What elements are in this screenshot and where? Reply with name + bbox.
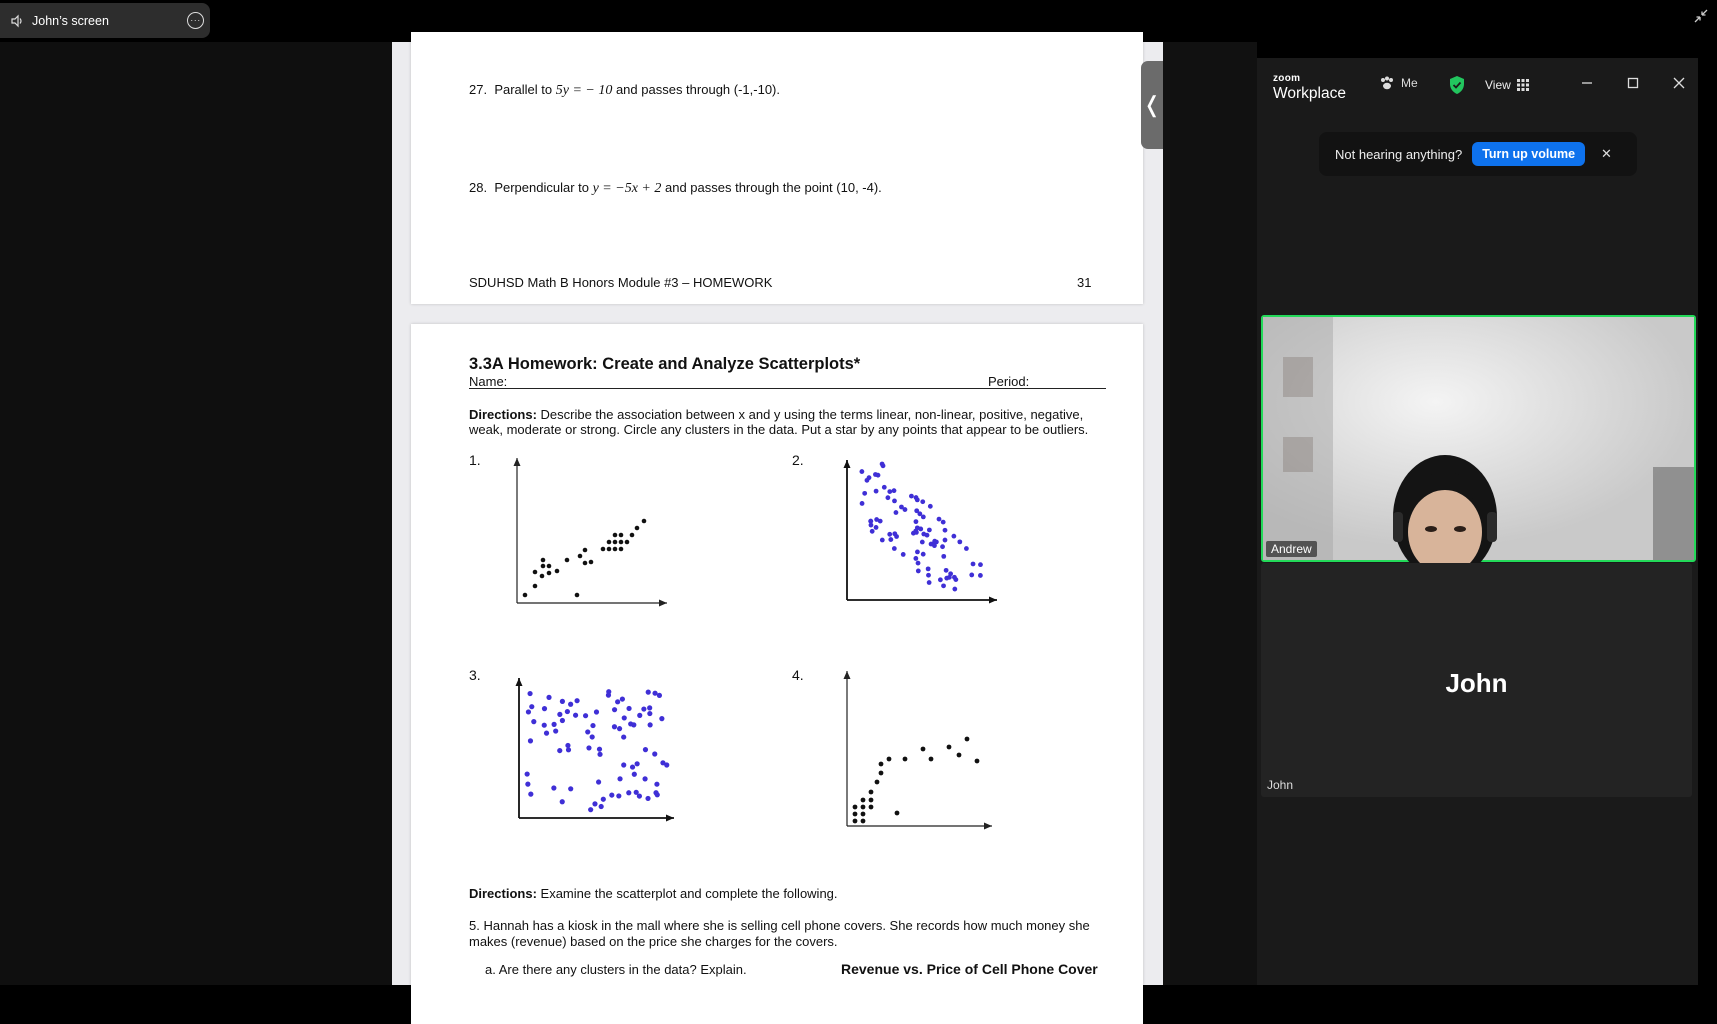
plot-dot	[529, 704, 534, 709]
plot-dot	[544, 731, 549, 736]
plot-dot	[920, 540, 925, 545]
plot-dot	[938, 577, 943, 582]
plot-dot	[528, 738, 533, 743]
plot-dot	[645, 796, 650, 801]
plot-dot	[880, 462, 885, 467]
directions-1: Directions: Describe the association between x and y using the terms linear, non-linear, positive, negative, weak, moderate or strong. Circle any clusters in the data. Put a star by any points that appear to be outliers.	[469, 407, 1089, 437]
plot-dot	[861, 812, 866, 817]
plot-dot	[914, 519, 919, 524]
plot-dot	[654, 782, 659, 787]
plot-dot	[915, 549, 920, 554]
plot-dot	[620, 696, 625, 701]
plot-dot	[969, 573, 974, 578]
close-icon[interactable]	[1670, 74, 1688, 92]
plot-dot	[853, 812, 858, 817]
plot-dot	[940, 544, 945, 549]
page-number: 31	[1077, 275, 1092, 290]
scatterplot-4	[841, 664, 1021, 832]
plot-dot	[916, 569, 921, 574]
plot-dot	[888, 537, 893, 542]
plot-dot	[589, 560, 594, 565]
shield-icon[interactable]	[1448, 75, 1466, 100]
plot-dot	[583, 561, 588, 566]
plot-dot	[626, 706, 631, 711]
document-page	[411, 324, 1143, 1024]
plot-dot	[874, 489, 879, 494]
plot-dot	[533, 584, 538, 589]
plot-dot	[655, 792, 660, 797]
plot-dot	[568, 702, 573, 707]
plot-dot	[869, 798, 874, 803]
plot-dot	[892, 531, 897, 536]
plot-dot	[528, 792, 533, 797]
plot-dot	[597, 747, 602, 752]
plot-dot	[652, 751, 657, 756]
plot-dot	[875, 780, 880, 785]
plot-dot	[914, 495, 919, 500]
plot-dot	[887, 757, 892, 762]
question-5a: a. Are there any clusters in the data? Explain.	[485, 962, 747, 977]
plot-dot	[613, 540, 618, 545]
plot-dot	[862, 491, 867, 496]
plot-dot	[894, 510, 899, 515]
scatterplot-1	[505, 451, 685, 613]
plot-arrow	[666, 815, 674, 822]
plot-dot	[523, 593, 528, 598]
plot-dot	[909, 494, 914, 499]
plot-dot	[874, 525, 879, 530]
plot-dot	[578, 554, 583, 559]
plot-dot	[941, 520, 946, 525]
plot-dot	[557, 712, 562, 717]
plot-dot	[880, 538, 885, 543]
plot-dot	[533, 570, 538, 575]
speaker-icon	[9, 13, 25, 29]
plot-dot	[540, 574, 545, 579]
plot-dot	[853, 805, 858, 810]
plot-dot	[631, 722, 636, 727]
plot-number: 2.	[792, 452, 804, 468]
plot-dot	[527, 691, 532, 696]
plot-dot	[613, 547, 618, 552]
plot-dot	[892, 488, 897, 493]
plot-dot	[621, 734, 626, 739]
plot-dot	[648, 722, 653, 727]
zoom-panel	[1257, 58, 1698, 985]
page-footer: SDUHSD Math B Honors Module #3 – HOMEWORK	[469, 275, 773, 290]
plot-dot	[592, 801, 597, 806]
plot-number: 4.	[792, 667, 804, 683]
video-tile-active[interactable]	[1261, 315, 1696, 562]
gap-background	[1163, 42, 1257, 985]
plot-dot	[943, 528, 948, 533]
plot-dot	[978, 573, 983, 578]
plot-dot	[853, 819, 858, 824]
plot-arrow	[514, 458, 521, 466]
plot-dot	[944, 568, 949, 573]
plot-dot	[948, 571, 953, 576]
plot-dot	[573, 713, 578, 718]
plot-dot	[596, 779, 601, 784]
plot-dot	[892, 498, 897, 503]
plot-dot	[601, 547, 606, 552]
plot-dot	[952, 587, 957, 592]
plot-dot	[965, 737, 970, 742]
plot-dot	[859, 469, 864, 474]
plot-dot	[619, 547, 624, 552]
chevron-left-icon: ❬	[1142, 92, 1162, 117]
plot-dot	[916, 561, 921, 566]
plot-dot	[943, 538, 948, 543]
plot-dot	[647, 705, 652, 710]
plot-dot	[957, 753, 962, 758]
plot-dot	[626, 790, 631, 795]
plot-dot	[525, 782, 530, 787]
plot-dot	[870, 529, 875, 534]
plot-dot	[917, 511, 922, 516]
plot-dot	[621, 762, 626, 767]
plot-dot	[565, 743, 570, 748]
plot-dot	[641, 706, 646, 711]
plot-dot	[869, 790, 874, 795]
plot-dot	[560, 799, 565, 804]
plot-dot	[585, 729, 590, 734]
plot-dot	[606, 689, 611, 694]
scatterplot-2	[841, 454, 1021, 610]
plot-dot	[887, 532, 892, 537]
plot-dot	[964, 546, 969, 551]
minimize-icon[interactable]	[1578, 74, 1596, 92]
plot-dot	[642, 776, 647, 781]
plot-dot	[597, 752, 602, 757]
zoom-title-bar	[1257, 58, 1698, 110]
audio-notice	[1319, 132, 1637, 176]
plot-dot	[642, 519, 647, 524]
paw-icon	[1379, 76, 1395, 90]
plot-dot	[630, 764, 635, 769]
plot-dot	[612, 707, 617, 712]
plot-dot	[531, 719, 536, 724]
plot-number: 1.	[469, 452, 481, 468]
chart-title: Revenue vs. Price of Cell Phone Cover	[841, 961, 1098, 977]
plot-dot	[625, 540, 630, 545]
view-button[interactable]: View	[1485, 78, 1529, 92]
plot-dot	[560, 699, 565, 704]
name-label: Name:	[469, 374, 508, 389]
plot-dot	[565, 558, 570, 563]
plot-dot	[937, 517, 942, 522]
plot-dot	[553, 728, 558, 733]
document-page	[411, 32, 1143, 304]
plot-dot	[903, 757, 908, 762]
plot-dot	[525, 771, 530, 776]
video-tile[interactable]	[1261, 563, 1692, 797]
plot-dot	[586, 745, 591, 750]
camera-feed	[1263, 317, 1694, 560]
exit-fullscreen-icon[interactable]	[1693, 8, 1709, 24]
plot-dot	[546, 695, 551, 700]
plot-dot	[921, 532, 926, 537]
left-background	[0, 42, 392, 985]
plot-dot	[615, 699, 620, 704]
screen-share-tab[interactable]	[0, 3, 210, 38]
plot-number: 3.	[469, 667, 481, 683]
plot-dot	[557, 748, 562, 753]
plot-dot	[616, 793, 621, 798]
directions-2: Directions: Examine the scatterplot and complete the following.	[469, 886, 838, 901]
plot-dot	[565, 709, 570, 714]
plot-dot	[926, 566, 931, 571]
plot-dot	[892, 546, 897, 551]
plot-dot	[568, 786, 573, 791]
plot-dot	[867, 475, 872, 480]
plot-dot	[599, 804, 604, 809]
plot-dot	[657, 693, 662, 698]
plot-dot	[590, 734, 595, 739]
plot-dot	[941, 583, 946, 588]
plot-arrow	[516, 678, 523, 686]
plot-dot	[547, 564, 552, 569]
plot-dot	[895, 811, 900, 816]
plot-dot	[869, 805, 874, 810]
plot-dot	[913, 556, 918, 561]
plot-dot	[921, 747, 926, 752]
plot-dot	[609, 792, 614, 797]
plot-dot	[594, 709, 599, 714]
plot-dot	[551, 722, 556, 727]
plot-dot	[583, 548, 588, 553]
plot-dot	[601, 797, 606, 802]
period-label: Period:	[988, 374, 1030, 389]
notice-text: Not hearing anything?	[1335, 146, 1463, 162]
plot-dot	[617, 726, 622, 731]
plot-arrow	[989, 597, 997, 604]
plot-dot	[921, 552, 926, 557]
document-viewer[interactable]	[392, 42, 1163, 985]
plot-dot	[659, 716, 664, 721]
plot-dot	[617, 776, 622, 781]
plot-dot	[927, 528, 932, 533]
plot-dot	[541, 564, 546, 569]
plot-dot	[551, 785, 556, 790]
plot-dot	[920, 499, 925, 504]
participant-name: Andrew	[1266, 541, 1317, 557]
plot-dot	[613, 533, 618, 538]
plot-dot	[926, 573, 931, 578]
plot-dot	[879, 771, 884, 776]
plot-dot	[927, 580, 932, 585]
question-27: 27. Parallel to 5y = − 10 and passes through (-1,-10).	[469, 82, 780, 98]
plot-dot	[526, 709, 531, 714]
plot-dot	[541, 558, 546, 563]
plot-dot	[619, 540, 624, 545]
me-button[interactable]: Me	[1379, 76, 1413, 90]
page-title: 3.3A Homework: Create and Analyze Scatterplots*	[469, 355, 861, 373]
plot-dot	[635, 761, 640, 766]
grid-icon	[1517, 79, 1529, 91]
plot-dot	[560, 718, 565, 723]
maximize-icon[interactable]	[1624, 74, 1642, 92]
plot-dot	[885, 495, 890, 500]
plot-dot	[941, 554, 946, 559]
plot-dot	[957, 539, 962, 544]
plot-dot	[643, 747, 648, 752]
plot-dot	[882, 485, 887, 490]
share-label: John’s screen	[32, 13, 109, 28]
plot-dot	[622, 715, 627, 720]
plot-dot	[566, 747, 571, 752]
plot-dot	[876, 473, 881, 478]
plot-dot	[879, 762, 884, 767]
collapse-panel-button[interactable]	[1141, 61, 1163, 149]
plot-dot	[951, 534, 956, 539]
plot-dot	[947, 745, 952, 750]
plot-dot	[861, 805, 866, 810]
plot-dot	[887, 489, 892, 494]
plot-dot	[874, 517, 879, 522]
plot-dot	[555, 569, 560, 574]
plot-dot	[574, 698, 579, 703]
plot-dot	[647, 711, 652, 716]
plot-dot	[590, 723, 595, 728]
plot-dot	[575, 593, 580, 598]
plot-dot	[971, 562, 976, 567]
plot-dot	[952, 575, 957, 580]
participant-name: John	[1267, 778, 1294, 792]
plot-dot	[868, 519, 873, 524]
plot-dot	[660, 760, 665, 765]
plot-dot	[637, 713, 642, 718]
plot-arrow	[844, 671, 851, 679]
plot-dot	[607, 540, 612, 545]
plot-dot	[860, 501, 865, 506]
plot-dot	[583, 713, 588, 718]
plot-arrow	[659, 600, 667, 607]
turn-up-volume-button[interactable]: Turn up volume	[1472, 142, 1585, 166]
plot-dot	[928, 504, 933, 509]
plot-dot	[901, 552, 906, 557]
plot-dot	[635, 526, 640, 531]
scatterplot-3	[511, 670, 691, 825]
plot-dot	[899, 505, 904, 510]
plot-dot	[861, 798, 866, 803]
plot-arrow	[984, 823, 992, 830]
close-notice-icon[interactable]: ✕	[1601, 146, 1612, 161]
plot-dot	[634, 790, 639, 795]
plot-dot	[632, 772, 637, 777]
plot-dot	[547, 571, 552, 576]
plot-dot	[542, 723, 547, 728]
plot-dot	[607, 547, 612, 552]
plot-dot	[929, 757, 934, 762]
plot-arrow	[844, 460, 851, 468]
question-28: 28. Perpendicular to y = −5x + 2 and passes through the point (10, -4).	[469, 180, 882, 196]
participant-display-name: John	[1445, 668, 1508, 698]
plot-dot	[932, 543, 937, 548]
plot-dot	[978, 562, 983, 567]
plot-dot	[918, 527, 923, 532]
plot-dot	[646, 690, 651, 695]
plot-dot	[588, 807, 593, 812]
name-period-line	[469, 374, 1106, 389]
plot-dot	[861, 819, 866, 824]
plot-dot	[975, 759, 980, 764]
plot-dot	[619, 533, 624, 538]
plot-dot	[612, 724, 617, 729]
plot-dot	[542, 706, 547, 711]
plot-dot	[630, 533, 635, 538]
question-5: 5. Hannah has a kiosk in the mall where she is selling cell phone covers. She records how much money she makes (revenue) based on the price she charges for the covers.	[469, 918, 1090, 949]
more-options-icon[interactable]: ···	[187, 12, 204, 29]
zoom-logo: zoom Workplace	[1273, 73, 1346, 102]
